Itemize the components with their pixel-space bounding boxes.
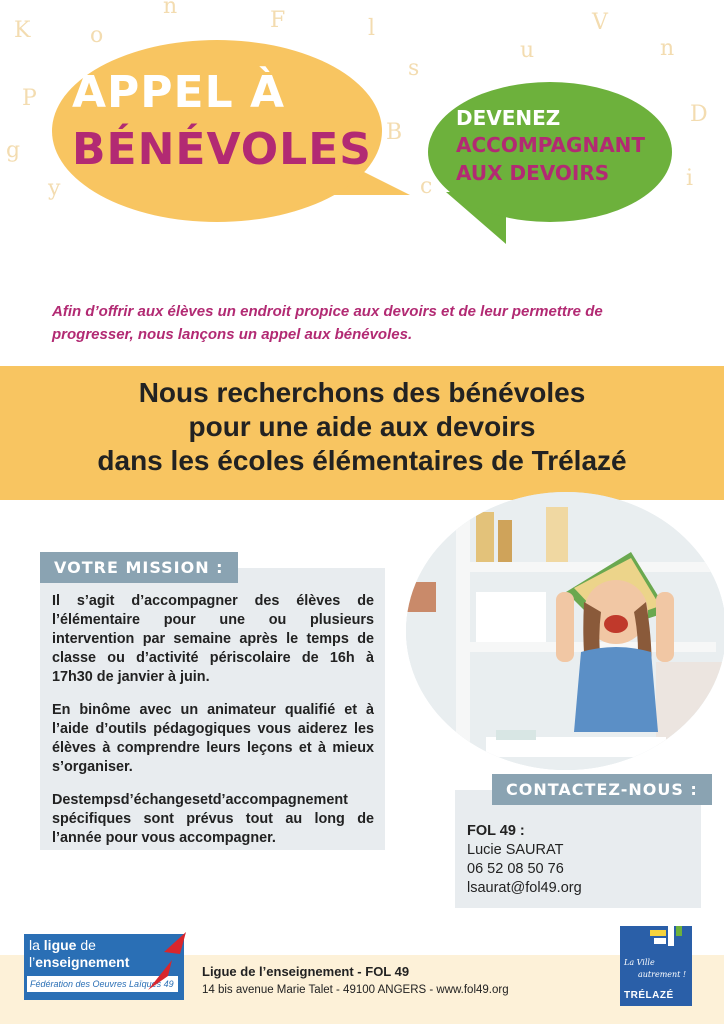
ligue-logo-l: l’ <box>29 954 36 970</box>
headline-benevoles: BÉNÉVOLES <box>72 124 372 175</box>
headline-appel: APPEL À <box>72 67 286 118</box>
trelaze-logo <box>620 926 692 1006</box>
ligue-logo-enseignement: enseignement <box>35 954 130 970</box>
contact-email[interactable]: lsaurat@fol49.org <box>467 880 582 896</box>
contact-phone[interactable]: 06 52 08 50 76 <box>467 861 564 877</box>
banner-line: pour une aide aux devoirs <box>188 411 536 442</box>
ligue-logo <box>24 934 184 1000</box>
trelaze-logo-script: La Ville <box>624 958 655 967</box>
decor-letter: y <box>48 176 61 201</box>
subhead-aux-devoirs: AUX DEVOIRS <box>456 161 610 185</box>
trelaze-logo-mark-icon <box>650 922 684 952</box>
contact-details <box>467 822 582 898</box>
contact-name: Lucie SAURAT <box>467 842 564 858</box>
decor-letter: F <box>270 8 286 33</box>
ligue-logo-ligue: ligue <box>43 937 77 953</box>
decor-letter: B <box>386 120 403 145</box>
decor-letter: l <box>368 16 376 41</box>
trelaze-logo-name: TRÉLAZÉ <box>624 990 674 1001</box>
subhead-devenez: DEVENEZ <box>456 106 561 130</box>
decor-letter: i <box>686 166 694 191</box>
footer-org-name: Ligue de l’enseignement - FOL 49 <box>202 964 410 979</box>
contact-title-tag: CONTACTEZ-NOUS : <box>492 774 712 805</box>
banner-line: dans les écoles élémentaires de Trélazé <box>97 445 627 476</box>
decor-letter: K <box>14 18 31 43</box>
trelaze-logo-script2: autrement ! <box>638 970 687 979</box>
ligue-logo-line1 <box>29 937 96 953</box>
mission-paragraph: Destempsd’échangesetd’accompagnement spécifiques sont prévus tout au long de l’année pour vous accompagner. <box>52 792 374 846</box>
intro-line: Afin d’offrir aux élèves un endroit propice aux devoirs et de leur permettre de <box>52 303 603 320</box>
subhead-accompagnant: ACCOMPAGNANT <box>456 133 646 157</box>
decor-letter: P <box>22 86 37 111</box>
decor-letter: o <box>90 23 104 48</box>
decor-letter: D <box>690 102 708 127</box>
decor-letter: n <box>660 36 675 61</box>
photo-illustration <box>406 492 724 770</box>
mission-paragraph: Il s’agit d’accompagner des élèves de l’élémentaire pour une ou plusieurs intervention par semaine après le temps de classe ou d’activité périscolaire de 16h à 17h30 de janvier à juin. <box>52 593 374 685</box>
mission-text <box>52 592 374 862</box>
footer-address: 14 bis avenue Marie Talet - 49100 ANGERS - www.fol49.org <box>202 984 509 996</box>
decor-letter: s <box>408 56 420 81</box>
decor-letter: u <box>520 38 535 63</box>
mission-paragraph: En binôme avec un animateur qualifié et à l’aide d’outils pédagogiques vous aiderez les élèves à comprendre leurs leçons et à mieux s’organiser. <box>52 702 374 775</box>
ligue-logo-bird-icon <box>142 930 188 996</box>
decor-letter: V <box>592 10 608 35</box>
ligue-logo-de: de <box>76 937 96 953</box>
ligue-logo-la: la <box>29 937 44 953</box>
ligue-logo-line2 <box>29 954 129 970</box>
mission-title-tag: VOTRE MISSION : <box>40 552 238 583</box>
contact-org: FOL 49 : <box>467 823 525 839</box>
banner-line: Nous recherchons des bénévoles <box>138 377 586 408</box>
ligue-logo-tagline: Fédération des Oeuvres Laïques 49 <box>30 979 174 989</box>
intro-line: progresser, nous lançons un appel aux bénévoles. <box>52 326 413 343</box>
decor-letter: c <box>420 174 433 199</box>
decor-letter: n <box>163 0 178 19</box>
decor-letter: g <box>6 138 21 163</box>
child-with-book-photo <box>406 492 724 770</box>
banner-text <box>0 376 724 478</box>
intro-text <box>52 300 692 346</box>
